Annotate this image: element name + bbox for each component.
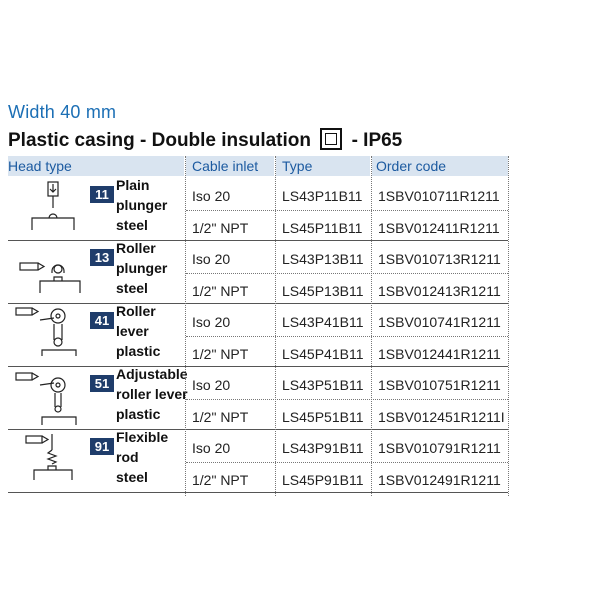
order-code-cell: 1SBV012413R1211: [378, 283, 501, 299]
cable-inlet-cell: 1/2" NPT: [192, 409, 249, 425]
type-cell: LS45P41B11: [282, 346, 364, 362]
head-description: [116, 238, 167, 298]
plain-plunger-icon: [12, 178, 88, 238]
head-description-line: lever: [116, 323, 149, 339]
cable-inlet-cell: 1/2" NPT: [192, 472, 249, 488]
order-code-cell: 1SBV012451R1211I: [378, 409, 505, 425]
order-code-cell: 1SBV010791R1211: [378, 440, 501, 456]
column-divider: [275, 156, 276, 496]
order-code-cell: 1SBV012441R1211: [378, 346, 501, 362]
type-cell: LS45P11B11: [282, 220, 363, 236]
ip-rating-text: - IP65: [351, 130, 403, 151]
head-description-line: Adjustable: [116, 366, 188, 382]
head-description-line: steel: [116, 469, 148, 485]
head-description-line: plastic: [116, 406, 161, 422]
cable-inlet-cell: Iso 20: [192, 188, 231, 204]
head-description: [116, 175, 167, 235]
cable-inlet-cell: Iso 20: [192, 251, 231, 267]
header-cell-cable: [186, 156, 274, 176]
double-insulation-icon: [320, 128, 342, 150]
table-header: [8, 156, 184, 176]
cable-inlet-cell: Iso 20: [192, 377, 231, 393]
column-divider: [508, 156, 509, 496]
header-head-type: Head type: [8, 158, 72, 174]
header-type: Type: [282, 158, 313, 174]
cable-inlet-cell: 1/2" NPT: [192, 220, 249, 236]
type-cell: LS45P91B11: [282, 472, 364, 488]
row-divider: [186, 399, 508, 400]
cable-inlet-cell: Iso 20: [192, 440, 231, 456]
order-code-cell: 1SBV012491R1211: [378, 472, 501, 488]
order-code-cell: 1SBV010711R1211: [378, 188, 500, 204]
type-cell: LS45P51B11: [282, 409, 364, 425]
head-number-badge: 91: [90, 438, 114, 455]
head-description: [116, 301, 160, 361]
order-code-cell: 1SBV010751R1211: [378, 377, 501, 393]
product-group-51: [8, 367, 508, 430]
head-number-badge: 13: [90, 249, 114, 266]
type-cell: LS43P51B11: [282, 377, 364, 393]
head-number-badge: 11: [90, 186, 114, 203]
order-code-cell: 1SBV010713R1211: [378, 251, 501, 267]
cable-inlet-cell: 1/2" NPT: [192, 346, 249, 362]
type-cell: LS43P13B11: [282, 251, 364, 267]
head-description-line: steel: [116, 217, 148, 233]
header-cable-inlet: Cable inlet: [192, 158, 259, 174]
head-description: [116, 364, 188, 424]
head-description-line: Roller: [116, 303, 156, 319]
casing-title: [8, 128, 402, 152]
type-cell: LS45P13B11: [282, 283, 364, 299]
head-description-line: Roller: [116, 240, 156, 256]
header-cell-order: [372, 156, 508, 176]
roller-lever-icon: [12, 304, 88, 364]
cable-inlet-cell: 1/2" NPT: [192, 283, 249, 299]
row-divider: [186, 210, 508, 211]
head-description-line: steel: [116, 280, 148, 296]
cable-inlet-cell: Iso 20: [192, 314, 231, 330]
header-order-code: Order code: [376, 158, 447, 174]
type-cell: LS43P11B11: [282, 188, 363, 204]
head-description-line: plunger: [116, 197, 168, 213]
head-number-badge: 51: [90, 375, 114, 392]
head-description-line: roller lever: [116, 386, 188, 402]
head-description-line: rod: [116, 449, 139, 465]
row-divider: [186, 336, 508, 337]
roller-plunger-icon: [12, 241, 88, 301]
adjustable-roller-lever-icon: [12, 367, 88, 427]
product-group-13: [8, 241, 508, 304]
head-number-badge: 41: [90, 312, 114, 329]
head-description: [116, 427, 168, 487]
column-divider: [185, 156, 186, 496]
product-group-91: [8, 430, 508, 493]
casing-title-text: Plastic casing - Double insulation: [8, 130, 311, 151]
head-description-line: Plain: [116, 177, 150, 193]
header-cell-type: [276, 156, 370, 176]
head-description-line: plunger: [116, 260, 168, 276]
type-cell: LS43P41B11: [282, 314, 364, 330]
product-group-11: [8, 178, 508, 241]
head-description-line: Flexible: [116, 429, 169, 445]
section-title-width: Width 40 mm: [8, 102, 117, 122]
order-code-cell: 1SBV012411R1211: [378, 220, 500, 236]
head-description-line: plastic: [116, 343, 161, 359]
product-group-41: [8, 304, 508, 367]
column-divider: [371, 156, 372, 496]
row-divider: [186, 462, 508, 463]
order-code-cell: 1SBV010741R1211: [378, 314, 501, 330]
row-divider: [186, 273, 508, 274]
type-cell: LS43P91B11: [282, 440, 364, 456]
flexible-rod-icon: [12, 430, 88, 490]
